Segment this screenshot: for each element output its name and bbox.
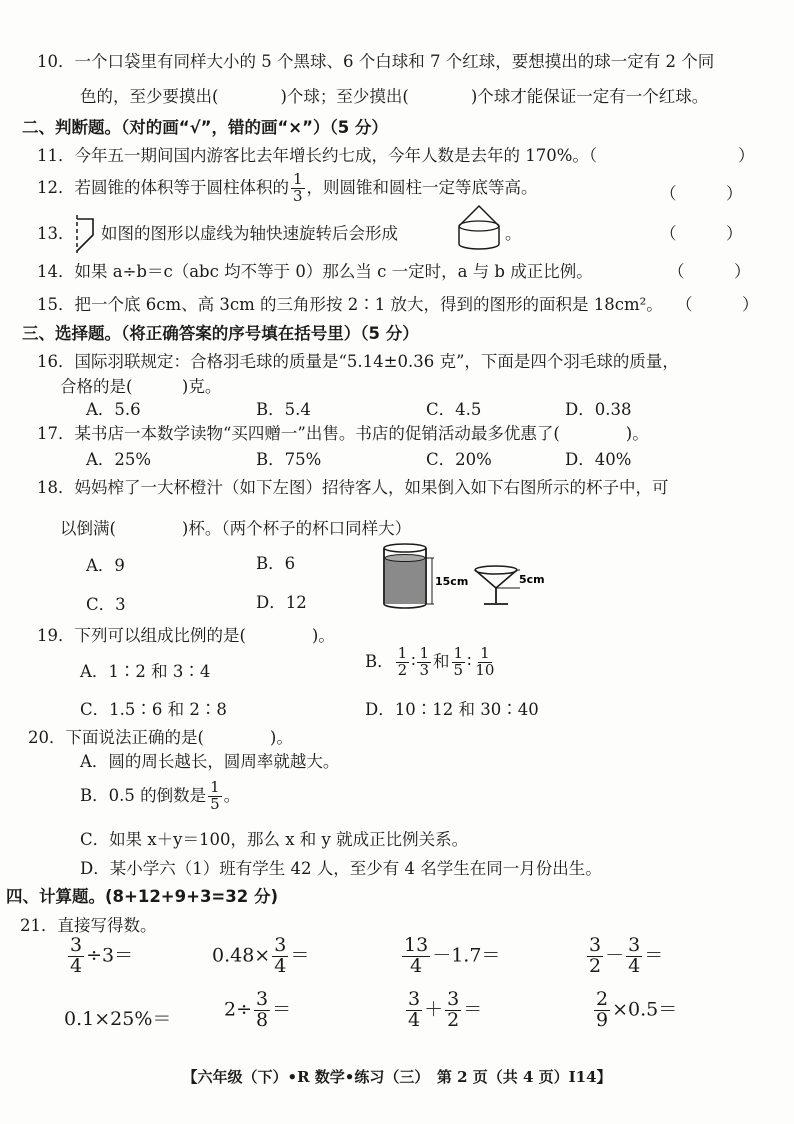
q21-r2c3-post: ＝	[463, 998, 483, 1021]
q21-r1c4-num2: 3	[628, 934, 641, 956]
q21-r2c2-pre: 2÷	[224, 998, 253, 1021]
q21-r1c3-num: 13	[404, 934, 429, 956]
q19-b-frac-4-den: 10	[475, 660, 495, 679]
q21-r1c4[interactable]	[585, 936, 663, 977]
q20-line1: 20．下面说法正确的是( )。	[28, 728, 293, 747]
q21-r2c2[interactable]	[224, 990, 291, 1031]
q21-r1c3-den: 4	[410, 954, 423, 977]
q21-r1c1-frac	[68, 936, 84, 977]
q12-frac-den: 3	[293, 186, 303, 205]
q17-option-d[interactable]: D．40%	[565, 450, 632, 469]
q12-text-pre: 12．若圆锥的体积等于圆柱体积的	[37, 177, 289, 197]
section-3-title: 三、选择题。（将正确答案的序号填在括号里）（5 分）	[22, 324, 419, 343]
q21-r1c2[interactable]	[212, 936, 309, 977]
q21-r2c3-frac1	[406, 990, 422, 1031]
q20-option-b[interactable]	[80, 780, 240, 813]
q21-r2c2-frac	[254, 990, 270, 1031]
q19-b-frac-4-num: 1	[480, 644, 490, 662]
q21-r2c3-den2: 2	[447, 1008, 460, 1031]
q18-option-a[interactable]: A．9	[86, 556, 125, 575]
q10-text-a: 色的，至少要摸出(	[80, 87, 219, 106]
q12-answer-paren[interactable]: （ ）	[660, 184, 743, 203]
q21-r1c4-op: －	[605, 944, 625, 967]
q19-b-sep-3: ∶	[467, 651, 472, 671]
q21-r2c2-post: ＝	[272, 998, 292, 1021]
q21-r2c2-den: 8	[256, 1008, 269, 1031]
q21-r2c3[interactable]	[404, 990, 482, 1031]
cone-cup-icon	[475, 566, 520, 604]
q19-b-frac-1-num: 1	[397, 644, 408, 662]
q21-r1c4-den1: 2	[589, 954, 602, 977]
q19-option-b[interactable]	[365, 646, 498, 679]
q21-r2c1[interactable]: 0.1×25%＝	[64, 1008, 172, 1030]
q21-r1c4-num1: 3	[589, 934, 602, 956]
q10-text-b: )个球；至少摸出(	[280, 87, 409, 106]
cylinder-height-label: 15cm	[435, 575, 469, 588]
q19-b-sep-2: 和	[433, 651, 450, 671]
q12	[37, 172, 538, 205]
q17-option-c[interactable]: C．20%	[426, 450, 492, 469]
q19-b-frac-2-num: 1	[419, 644, 430, 662]
q17-line1: 17．某书店一本数学读物“买四赠一”出售。书店的促销活动最多优惠了( )。	[37, 424, 649, 443]
q19-b-frac-1	[396, 646, 410, 679]
q20-b-fraction	[208, 780, 222, 813]
q11-text: 11．今年五一期间国内游客比去年增长约七成，今年人数是去年的 170%。（	[37, 146, 598, 165]
q19-b-sep-1: ∶	[411, 651, 416, 671]
q19-b-frac-2-den: 3	[419, 660, 430, 679]
q16-option-b[interactable]: B．5.4	[256, 400, 311, 419]
q20-option-b-text: B．0.5 的倒数是	[80, 785, 207, 805]
q16-line1: 16．国际羽联规定：合格羽毛球的质量是“5.14±0.36 克”，下面是四个羽毛球的质量，	[37, 352, 679, 371]
q21-r1c2-post: ＝	[290, 944, 310, 967]
q12-text-post: ，则圆锥和圆柱一定等底等高。	[306, 177, 538, 197]
page-footer: 【六年级（下）•R 数学•练习（三） 第 2 页（共 4 页）I14】	[182, 1068, 612, 1086]
q19-line1: 19．下列可以组成比例的是( )。	[37, 626, 335, 645]
cylinder-cup-icon	[384, 544, 434, 608]
q10-text-c: )个球才能保证一定有一个红球。	[470, 87, 709, 106]
q13-solid-figure	[455, 204, 503, 252]
q19-option-a[interactable]: A．1∶2 和 3∶4	[80, 662, 211, 681]
q21-r1c2-pre: 0.48×	[212, 944, 271, 967]
q19-b-frac-3-num: 1	[453, 644, 464, 662]
q21-r1c2-frac	[272, 936, 288, 977]
q18-cups-figure	[380, 540, 550, 612]
q19-option-c[interactable]: C．1.5∶6 和 2∶8	[80, 700, 227, 719]
q21-r2c3-op: ＋	[424, 998, 444, 1021]
q13	[37, 220, 75, 244]
q11-paren-close[interactable]: ）	[738, 146, 755, 165]
q21-r2c4-frac	[594, 990, 610, 1031]
q13-text: 如图的图形以虚线为轴快速旋转后会形成	[101, 224, 398, 243]
q15-text: 15．把一个底 6cm、高 3cm 的三角形按 2∶1 放大，得到的图形的面积是 18cm²。	[37, 295, 663, 314]
q21-r1c4-den2: 4	[628, 954, 641, 977]
q21-r1c3[interactable]	[400, 936, 500, 977]
q10-line1: 10．一个口袋里有同样大小的 5 个黑球、6 个白球和 7 个红球，要想摸出的球一定有 2 个同	[37, 52, 715, 71]
q21-r1c4-frac1	[587, 936, 603, 977]
q19-option-d[interactable]: D．10∶12 和 30∶40	[365, 700, 539, 719]
q16-line2[interactable]: 合格的是( )克。	[60, 377, 222, 396]
q21-r1c3-frac	[402, 936, 430, 977]
q21-r1c4-post: ＝	[644, 944, 664, 967]
q14-answer-paren[interactable]: （ ）	[668, 262, 751, 281]
q20-option-b-post: 。	[223, 785, 241, 805]
q21-r2c3-frac2	[445, 990, 461, 1031]
cone-height-label: 5cm	[519, 573, 545, 586]
q21-r2c4-den: 9	[596, 1008, 609, 1031]
q12-fraction	[291, 172, 305, 205]
q13-rotation-figure	[72, 213, 96, 255]
q20-b-frac-den: 5	[210, 794, 220, 813]
q14-text: 14．如果 a÷b＝c（abc 均不等于 0）那么当 c 一定时，a 与 b 成正比例。	[37, 262, 593, 281]
q13-answer-paren[interactable]: （ ）	[660, 224, 743, 243]
q21-r2c4[interactable]	[592, 990, 677, 1031]
q21-r2c4-post: ×0.5＝	[612, 998, 678, 1021]
q21-r2c3-den1: 4	[408, 1008, 421, 1031]
q21-r1c1-den: 4	[70, 954, 83, 977]
q21-r1c2-den: 4	[274, 954, 287, 977]
q13-text-post: 。	[505, 224, 522, 243]
q21-r1c3-post: －1.7＝	[432, 944, 501, 967]
q21-r1c1-num: 3	[70, 934, 83, 956]
q16-option-c[interactable]: C．4.5	[426, 400, 482, 419]
q17-option-a[interactable]: A．25%	[86, 450, 152, 469]
q21-r2c4-num: 2	[596, 988, 609, 1010]
q20-b-frac-num: 1	[210, 778, 220, 796]
section-2-title: 二、判断题。（对的画“√”，错的画“×”）（5 分）	[22, 118, 388, 137]
q20-option-a[interactable]: A．圆的周长越长，圆周率就越大。	[80, 752, 340, 771]
q17-option-b[interactable]: B．75%	[256, 450, 322, 469]
q10-line2	[80, 83, 708, 107]
q21-title: 21．直接写得数。	[20, 916, 157, 935]
q19-b-frac-2	[417, 646, 431, 679]
q19-b-frac-3	[452, 646, 466, 679]
q16-option-d[interactable]: D．0.38	[565, 400, 632, 419]
q18-option-d[interactable]: D．12	[256, 593, 307, 612]
q18-line2: 以倒满( )杯。（两个杯子的杯口同样大）	[60, 519, 412, 538]
q12-frac-num: 1	[293, 170, 303, 188]
q11	[37, 142, 597, 166]
q21-r2c2-num: 3	[256, 988, 269, 1010]
q15-answer-paren[interactable]: （ ）	[676, 295, 759, 314]
q21-r2c3-num1: 3	[408, 988, 421, 1010]
q20-option-c[interactable]: C．如果 x＋y＝100，那么 x 和 y 就成正比例关系。	[80, 830, 469, 849]
q19-b-frac-1-den: 2	[397, 660, 408, 679]
q18-line1: 18．妈妈榨了一大杯橙汁（如下左图）招待客人，如果倒入如下右图所示的杯子中，可	[37, 478, 669, 497]
q19-b-frac-4	[473, 646, 496, 679]
q21-r1c2-num: 3	[274, 934, 287, 956]
q13-text-pre: 13．	[37, 224, 75, 243]
q18-option-c[interactable]: C．3	[86, 595, 126, 614]
q21-r1c4-frac2	[626, 936, 642, 977]
q21-r1c1-post: ÷3＝	[86, 944, 134, 967]
q21-r1c1[interactable]	[66, 936, 133, 977]
q21-r2c3-num2: 3	[447, 988, 460, 1010]
q18-option-b[interactable]: B．6	[256, 554, 296, 573]
q19-b-frac-3-den: 5	[453, 660, 464, 679]
q20-option-d[interactable]: D．某小学六（1）班有学生 42 人，至少有 4 名学生在同一月份出生。	[80, 859, 602, 878]
section-4-title: 四、计算题。(8+12+9+3=32 分)	[6, 887, 278, 906]
q16-option-a[interactable]: A．5.6	[86, 400, 141, 419]
q19-option-b-label: B．	[365, 651, 394, 671]
